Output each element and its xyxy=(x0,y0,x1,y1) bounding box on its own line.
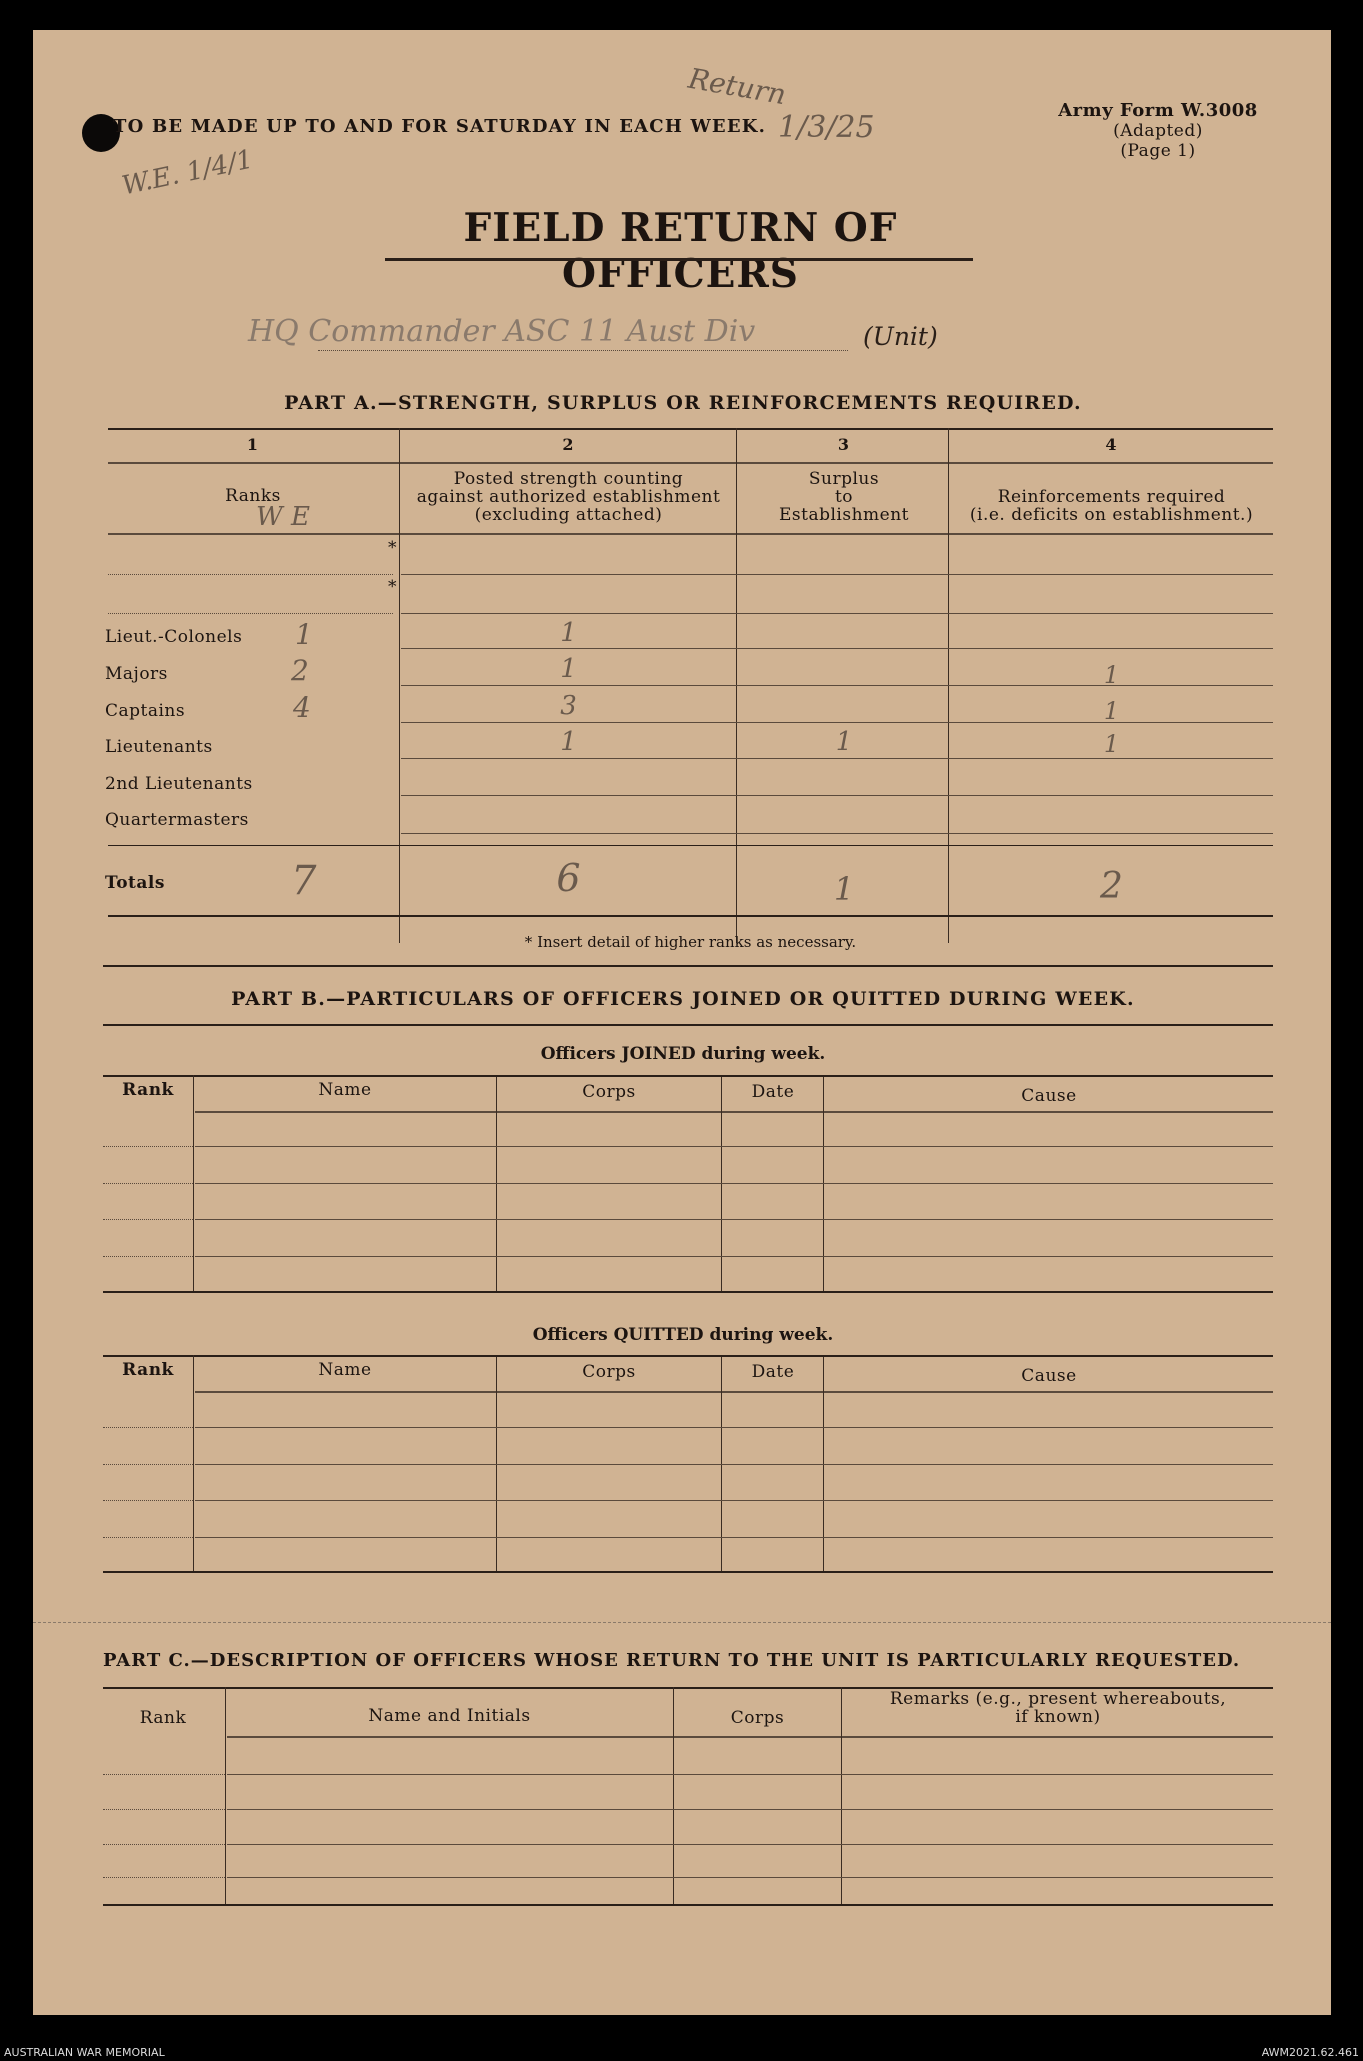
rank-rule-5 xyxy=(401,833,1273,834)
quitted-row-rule-3 xyxy=(195,1500,1273,1501)
part-c-remarks-line2: if known) xyxy=(1015,1707,1101,1727)
part-c-row-dot-4 xyxy=(103,1877,225,1878)
quitted-head-rule xyxy=(195,1391,1273,1393)
perforation-line xyxy=(33,1622,1331,1623)
col-head-surplus-line3: Establishment xyxy=(779,505,909,525)
unit-handwritten: HQ Commander ASC 11 Aust Div xyxy=(248,314,756,349)
joined-col-date: Date xyxy=(751,1082,795,1102)
part-c-row-dot-2 xyxy=(103,1809,225,1810)
part-c-col-name: Name and Initials xyxy=(368,1706,531,1726)
joined-vline-2 xyxy=(496,1077,497,1291)
part-c-row-rule-1 xyxy=(227,1774,1273,1775)
part-b-heading: PART B.—PARTICULARS OF OFFICERS JOINED OR QUITTED DURING WEEK. xyxy=(231,988,1135,1010)
unit-label: (Unit) xyxy=(863,322,938,351)
quitted-row-rule-2 xyxy=(195,1464,1273,1465)
quitted-title: Officers QUITTED during week. xyxy=(532,1325,834,1345)
quitted-row-dot-1 xyxy=(103,1427,193,1428)
page-title: FIELD RETURN OF OFFICERS xyxy=(463,205,898,297)
quitted-table-bottom xyxy=(103,1571,1273,1573)
quitted-row-rule-1 xyxy=(195,1427,1273,1428)
col-head-reinf-line2: (i.e. deficits on establishment.) xyxy=(969,505,1254,525)
handwritten-date: 1/3/25 xyxy=(778,110,875,145)
part-a-heading: PART A.—STRENGTH, SURPLUS OR REINFORCEMENTS REQUIRED. xyxy=(284,392,1082,414)
rank-row-4-label: 2nd Lieutenants xyxy=(105,774,253,794)
part-c-table-bottom xyxy=(103,1904,1273,1906)
col-head-posted-line3: (excluding attached) xyxy=(474,505,663,525)
part-c-heading: PART C.—DESCRIPTION OF OFFICERS WHOSE RETURN TO THE UNIT IS PARTICULARLY REQUESTED. xyxy=(103,1650,1241,1671)
rank-row-0-label: Lieut.-Colonels xyxy=(105,627,243,647)
col-head-reinf-line1: Reinforcements required xyxy=(997,487,1226,507)
quitted-row-rule-4 xyxy=(195,1537,1273,1538)
rank-row-0-posted: 1 xyxy=(560,618,577,648)
joined-row-rule-4 xyxy=(195,1256,1273,1257)
rank-row-5-label: Quartermasters xyxy=(105,810,249,830)
rank-row-3-surplus: 1 xyxy=(835,727,853,757)
form-page-no: (Page 1) xyxy=(1120,141,1196,161)
handwritten-we: W.E. 1/4/1 xyxy=(119,144,256,202)
rank-rule-3 xyxy=(401,758,1273,759)
col-number-4: 4 xyxy=(1105,435,1118,454)
part-c-row-rule-3 xyxy=(227,1844,1273,1845)
part-c-row-dot-3 xyxy=(103,1844,225,1845)
handwritten-return: Return xyxy=(685,61,789,112)
form-adapted: (Adapted) xyxy=(1113,121,1203,141)
quitted-col-cause: Cause xyxy=(1021,1366,1077,1386)
col-head-ranks: Ranks xyxy=(225,486,281,506)
totals-we: 7 xyxy=(291,858,317,904)
rank-row-2-posted: 3 xyxy=(560,691,577,721)
part-c-vline-1 xyxy=(225,1687,226,1904)
joined-row-dot-1 xyxy=(103,1146,193,1147)
quitted-col-corps: Corps xyxy=(582,1362,636,1382)
col-head-surplus-line2: to xyxy=(834,487,854,507)
col-number-3: 3 xyxy=(837,435,851,454)
star-row-2-rule xyxy=(401,613,1273,614)
joined-title: Officers JOINED during week. xyxy=(540,1044,826,1064)
footer-right: AWM2021.62.461 xyxy=(1261,2046,1359,2059)
quitted-table-top xyxy=(103,1355,1273,1357)
totals-posted: 6 xyxy=(556,856,581,900)
col-number-2: 2 xyxy=(562,435,575,454)
quitted-row-dot-2 xyxy=(103,1464,193,1465)
star-mark-2: * xyxy=(388,577,397,597)
col-head-posted xyxy=(401,470,736,524)
rank-row-0-we: 1 xyxy=(295,618,313,651)
col-head-posted-line1: Posted strength counting xyxy=(453,469,684,489)
part-c-vline-3 xyxy=(841,1687,842,1904)
star-row-1-line xyxy=(108,574,393,575)
joined-row-dot-2 xyxy=(103,1183,193,1184)
joined-head-rule xyxy=(195,1111,1273,1113)
star-mark-1: * xyxy=(388,538,397,558)
joined-row-dot-3 xyxy=(103,1219,193,1220)
part-a-footnote: * Insert detail of higher ranks as necessary. xyxy=(524,933,857,951)
col-number-1: 1 xyxy=(246,435,260,454)
joined-col-cause: Cause xyxy=(1021,1086,1077,1106)
unit-dotted-line xyxy=(318,350,848,351)
star-row-1-rule xyxy=(401,574,1273,575)
rank-rule-4 xyxy=(401,795,1273,796)
col-head-reinf xyxy=(950,488,1273,524)
joined-col-rank: Rank xyxy=(122,1080,174,1100)
quitted-col-rank: Rank xyxy=(122,1360,174,1380)
rank-rule-0 xyxy=(401,648,1273,649)
joined-row-rule-3 xyxy=(195,1219,1273,1220)
title-underline xyxy=(385,258,973,261)
joined-col-corps: Corps xyxy=(582,1082,636,1102)
col-head-surplus xyxy=(738,470,950,524)
quitted-vline-1 xyxy=(193,1355,194,1571)
part-c-head-rule xyxy=(227,1736,1273,1738)
part-c-row-rule-4 xyxy=(227,1877,1273,1878)
joined-row-dot-4 xyxy=(103,1256,193,1257)
quitted-col-date: Date xyxy=(751,1362,795,1382)
rank-row-3-posted: 1 xyxy=(560,727,577,757)
col-head-surplus-line1: Surplus xyxy=(808,469,880,489)
totals-label: Totals xyxy=(105,873,165,893)
part-c-col-remarks xyxy=(843,1690,1273,1726)
quitted-col-name: Name xyxy=(318,1360,372,1380)
quitted-row-dot-4 xyxy=(103,1537,193,1538)
part-c-row-dot-1 xyxy=(103,1774,225,1775)
part-a-end-rule xyxy=(103,965,1273,967)
part-c-row-rule-2 xyxy=(227,1809,1273,1810)
rank-row-1-posted: 1 xyxy=(560,654,577,684)
rank-row-2-we: 4 xyxy=(293,691,311,724)
part-a-top-rule xyxy=(108,428,1273,430)
part-c-vline-2 xyxy=(673,1687,674,1904)
joined-row-rule-1 xyxy=(195,1146,1273,1147)
quitted-row-dot-3 xyxy=(103,1500,193,1501)
rank-row-2-reinf: 1 xyxy=(1103,697,1120,725)
col-head-posted-line2: against authorized establishment xyxy=(416,487,721,507)
joined-vline-1 xyxy=(193,1075,194,1291)
star-row-2-line xyxy=(108,613,393,614)
totals-reinf: 2 xyxy=(1100,866,1123,907)
joined-vline-4 xyxy=(823,1077,824,1291)
rank-row-2-label: Captains xyxy=(105,701,186,721)
form-number-block xyxy=(1043,100,1273,161)
form-page xyxy=(33,30,1331,2015)
joined-table-top xyxy=(103,1075,1273,1077)
ranks-bottom-rule xyxy=(108,845,1273,846)
part-c-col-corps: Corps xyxy=(730,1708,785,1728)
handwritten-we-head: W E xyxy=(256,502,310,532)
footer-left: AUSTRALIAN WAR MEMORIAL xyxy=(4,2046,165,2059)
instruction-text: TO BE MADE UP TO AND FOR SATURDAY IN EACH WEEK. xyxy=(113,116,767,137)
part-a-vline-1 xyxy=(399,428,400,943)
rank-row-1-reinf: 1 xyxy=(1103,661,1120,689)
joined-row-rule-2 xyxy=(195,1183,1273,1184)
joined-col-name: Name xyxy=(318,1080,372,1100)
part-b-top-rule xyxy=(103,1024,1273,1026)
part-c-col-rank: Rank xyxy=(139,1708,187,1728)
part-a-head-rule xyxy=(108,533,1273,535)
part-c-remarks-line1: Remarks (e.g., present whereabouts, xyxy=(889,1689,1227,1709)
totals-bottom-rule xyxy=(108,915,1273,917)
joined-table-bottom xyxy=(103,1291,1273,1293)
form-number: Army Form W.3008 xyxy=(1058,100,1258,121)
rank-row-3-label: Lieutenants xyxy=(105,737,213,757)
totals-surplus: 1 xyxy=(833,870,855,908)
part-a-num-rule xyxy=(108,462,1273,464)
rank-row-1-label: Majors xyxy=(105,664,168,684)
rank-row-1-we: 2 xyxy=(291,654,309,687)
joined-vline-3 xyxy=(721,1077,722,1291)
rank-row-3-reinf: 1 xyxy=(1103,730,1120,758)
